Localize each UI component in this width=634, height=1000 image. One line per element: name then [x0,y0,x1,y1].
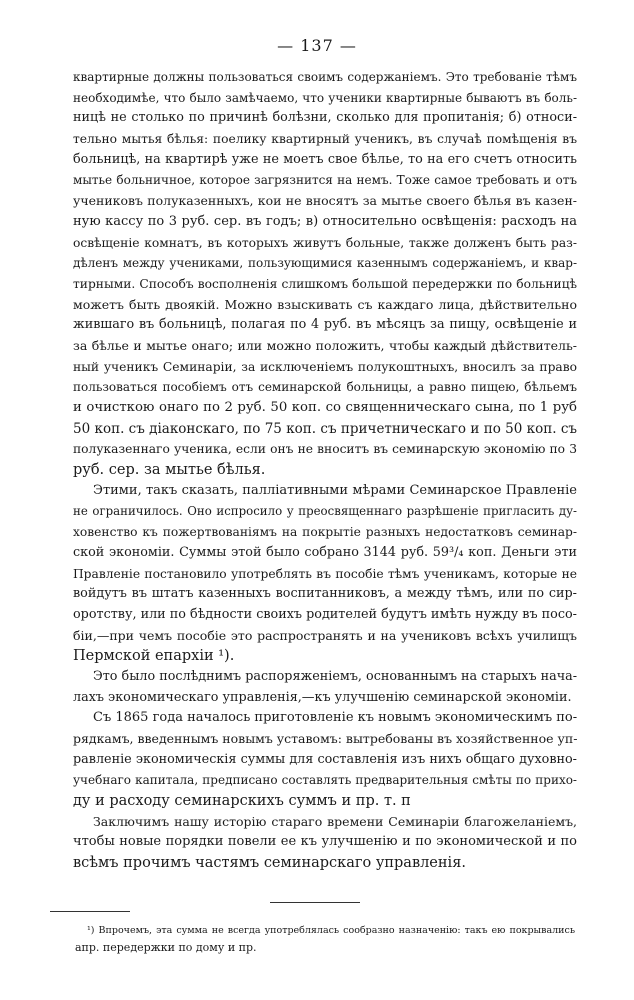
text-line: ской экономіи. Суммы этой было собрано 3144 руб. 59³/₄ коп. Деньги эти [73,544,577,560]
text-line: ницѣ не столько по причинѣ болѣзни, сколько для пропитанія; б) относи- [73,110,577,126]
text-line: учебнаго капитала, предписано составлять предварительныя смѣты по прихо- [73,773,577,788]
text-line: біи,—при чемъ пособіе это распространять и на учениковъ всѣхъ училищъ [73,627,577,643]
text-line: дѣленъ между учениками, пользующимися казеннымъ содержаніемъ, и квар- [73,256,577,271]
text-line: тельно мытья бѣлья: поелику квартирный ученикъ, въ случаѣ помѣщенія въ [73,132,577,147]
text-line: жившаго въ больницѣ, полагая по 4 руб. въ мѣсяцъ за пищу, освѣщеніе и [73,317,577,333]
footnote-rule [50,911,130,912]
text-line: тирными. Способъ восполненія слишкомъ большой передержки по больницѣ [73,276,577,291]
text-line: ный ученикъ Семинаріи, за исключеніемъ полукоштныхъ, вносилъ за право [73,359,577,374]
text-line: и очисткою онаго по 2 руб. 50 коп. со священническаго сына, по 1 руб [73,400,577,415]
text-line: за бѣлье и мытье онаго; или можно положить, чтобы каждый дѣйствитель- [73,337,577,353]
text-line: не ограничилось. Оно испросило у преосвященнаго разрѣшеніе пригласить ду- [73,504,577,519]
main-text [73,67,577,874]
text-line: ду и расходу семинарскихъ суммъ и пр. т. п [73,793,411,810]
text-line: равленіе экономическія суммы для составленія изъ нихъ общаго духовно- [73,751,577,767]
text-line: Этими, такъ сказать, палліативными мѣрами Семинарское Правленіе [93,482,577,498]
footnotes [75,922,575,956]
paragraph [73,481,577,667]
text-line: Это было послѣднимъ распоряженіемъ, основаннымъ на старыхъ нача- [93,668,578,684]
text-line: рядкамъ, введеннымъ новымъ уставомъ: вытребованы въ хозяйственное уп- [73,731,578,746]
footnote-line: ¹) Впрочемъ, эта сумма не всегда употреблялась сообразно назначенію: такъ ею покрывались [87,925,575,936]
text-line: пользоваться пособіемъ отъ семинарской больницы, а равно пищею, бѣльемъ [73,380,577,395]
paragraph [73,708,577,811]
text-line: всѣмъ прочимъ частямъ семинарскаго управленія. [73,855,466,872]
text-line: Съ 1865 года началось приготовленіе къ новымъ экономическимъ по- [93,710,578,726]
section-end-rule [270,902,360,903]
text-line: войдутъ въ штатъ казенныхъ воспитанниковъ, а между тѣмъ, или по сир- [73,586,577,602]
paragraph [73,812,577,874]
footnote-line: апр. передержки по дому и пр. [75,941,257,954]
paragraph [73,67,577,481]
text-line: полуказеннаго ученика, если онъ не вноситъ въ семинарскую экономію по 3 [73,442,577,457]
page-number: — 137 — [277,36,357,55]
text-line: учениковъ полуказенныхъ, кои не вносятъ за мытье своего бѣлья въ казен- [73,193,577,209]
text-line: мытье больничное, которое загрязнится на немъ. Тоже самое требовать и отъ [73,173,577,188]
text-line: Заключимъ нашу исторію стараго времени Семинаріи благожеланіемъ, [93,813,577,829]
text-line: освѣщеніе комнатъ, въ которыхъ живутъ больные, также долженъ быть раз- [73,235,577,250]
text-line: 50 коп. съ діаконскаго, по 75 коп. съ причетническаго и по 50 коп. съ [73,420,577,437]
text-line: квартирные должны пользоваться своимъ содержаніемъ. Это требованіе тѣмъ [73,70,577,84]
text-line: Пермской епархіи ¹). [73,648,235,665]
text-line: можетъ быть двоякій. Можно взыскивать съ каждаго лица, дѣйствительно [73,296,577,312]
text-line: ховенство къ пожертвованіямъ на покрытіе разныхъ недостатковъ семинар- [73,525,577,540]
text-line: руб. сер. за мытье бѣлья. [73,462,266,479]
text-line: чтобы новые порядки повели ее къ улучшенію и по экономической и по [73,834,577,850]
text-line: Правленіе постановило употреблять въ пособіе тѣмъ ученикамъ, которые не [73,566,577,581]
text-line: оротству, или по бѣдности своихъ родителей будутъ имѣть нужду въ посо- [73,606,577,622]
text-line: ную кассу по 3 руб. сер. въ годъ; в) относительно освѣщенія: расходъ на [73,213,577,229]
text-line: больницѣ, на квартирѣ уже не моетъ свое бѣлье, то на его счетъ относить [73,151,577,167]
text-line: необходимѣе, что было замѣчаемо, что ученики квартирные бываютъ въ боль- [73,90,577,105]
paragraph [73,667,577,708]
text-line: лахъ экономическаго управленія,—къ улучшенію семинарской экономіи. [73,689,572,705]
